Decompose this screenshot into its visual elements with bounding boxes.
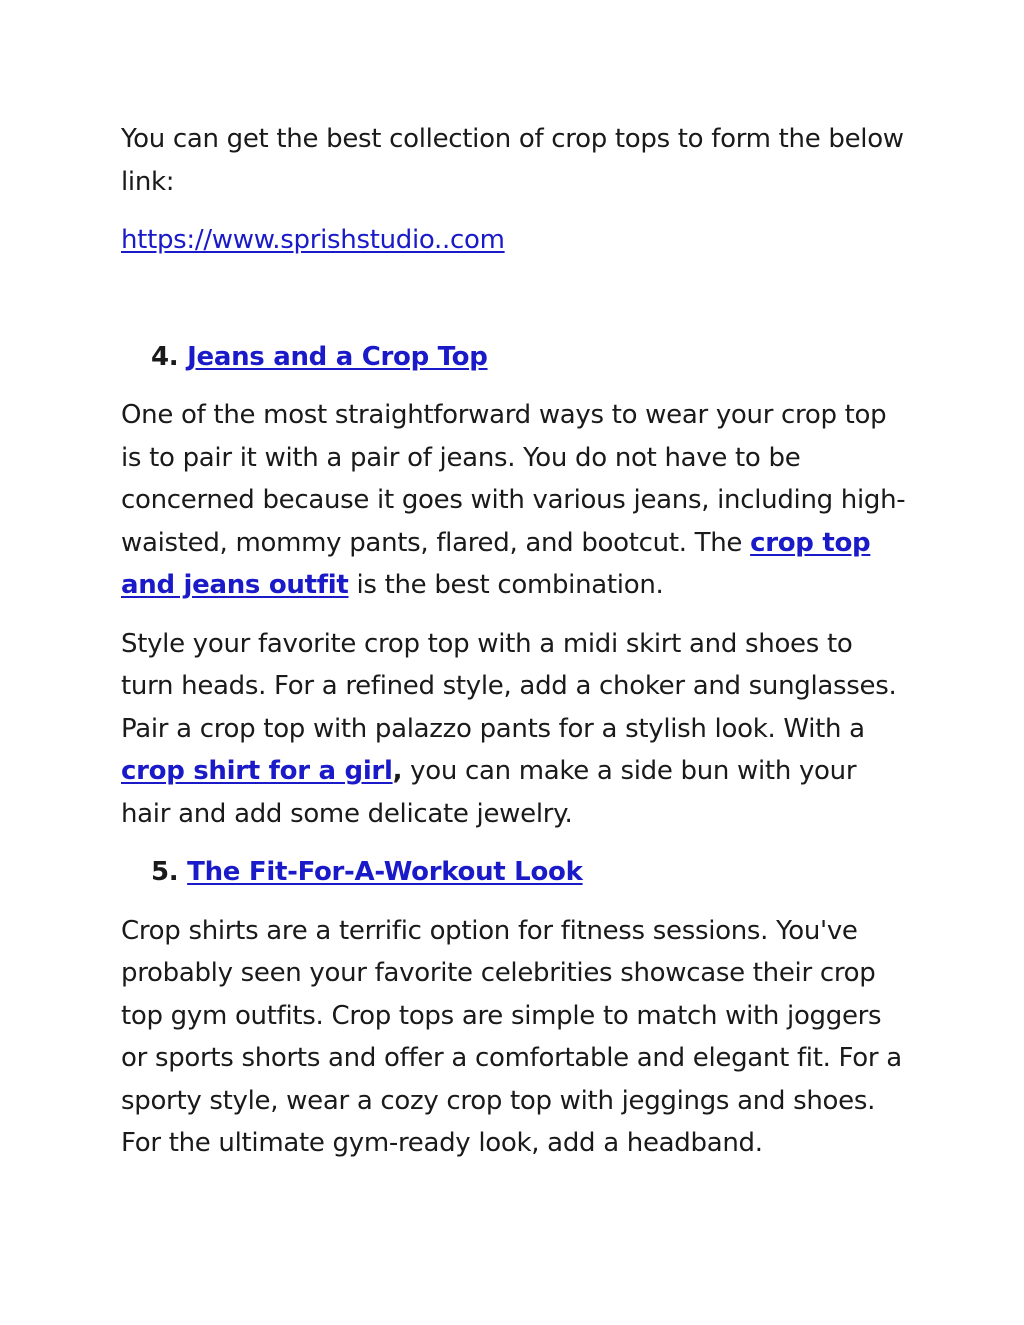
section-4-paragraph-2 — [121, 623, 911, 836]
sprishstudio-link[interactable]: https://www.sprishstudio..com — [121, 225, 505, 255]
document-page — [121, 118, 911, 1165]
section-5-number: 5. — [151, 857, 179, 887]
intro-text: You can get the best collection of crop tops to form the below link: — [121, 124, 904, 197]
intro-link-paragraph — [121, 219, 911, 262]
section-5-heading — [151, 851, 911, 894]
crop-top-jeans-outfit-link[interactable]: crop top and jeans outfit — [121, 527, 871, 600]
crop-shirt-for-girl-link[interactable]: crop shirt for a girl — [121, 756, 393, 786]
section-4-paragraph-1 — [121, 394, 911, 607]
section-5-paragraph-1: Crop shirts are a terrific option for fitness sessions. You've probably seen your favorite celebrities showcase their crop top gym outfits. Crop tops are simple to match with joggers or sports shorts and offer a comfortable and elegant fit. For a sporty style, wear a cozy crop top with jeggings and shoes. For the ultimate gym-ready look, add a headband. — [121, 915, 902, 1158]
section-4-number: 4. — [151, 341, 179, 372]
section-4-para2-text-before: Style your favorite crop top with a midi skirt and shoes to turn heads. For a refined style, add a choker and sunglasses. Pair a crop top with palazzo pants for a stylish look. With a — [121, 628, 897, 744]
section-4-para2-comma: , — [392, 756, 403, 786]
section-4-para1-text-after: is the best combination. — [348, 570, 664, 600]
section-4-para2-text-after: you can make a side bun with your hair and add some delicate jewelry. — [121, 756, 857, 829]
section-4-heading — [151, 336, 911, 379]
section-4-title-link[interactable]: Jeans and a Crop Top — [187, 341, 488, 372]
section-4-para1-text-before: One of the most straightforward ways to wear your crop top is to pair it with a pair of jeans. You do not have to be concerned because it goes with various jeans, including high-waisted, mommy pants, flared, and bootcut. The — [121, 400, 906, 558]
section-5-title-link[interactable]: The Fit-For-A-Workout Look — [187, 857, 583, 887]
